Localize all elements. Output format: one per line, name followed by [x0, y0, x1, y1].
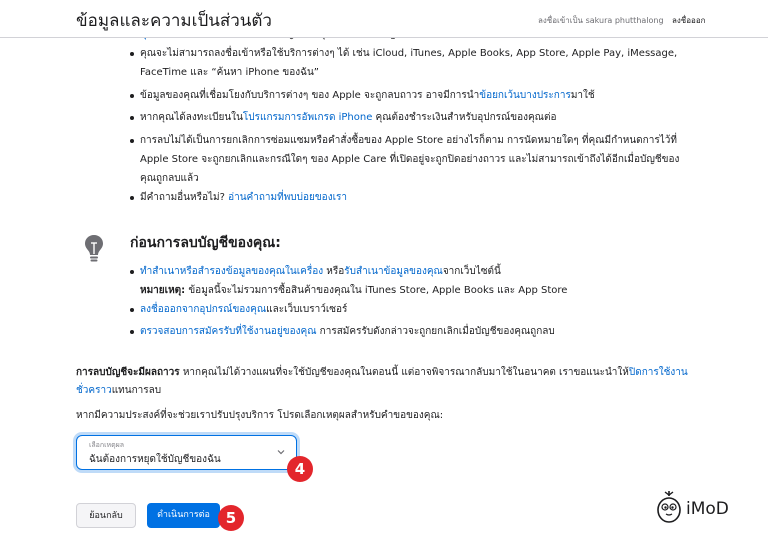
warning-item: หากคุณได้ลงทะเบียนในโปรแกรมการอัพเกรด iPhone คุณต้องชำระเงินสำหรับอุปกรณ์ของคุณต่อ — [76, 108, 716, 127]
sign-out-link[interactable]: ลงชื่อออก — [672, 16, 706, 25]
page-header — [0, 0, 768, 38]
backup-data-link[interactable]: ทำสำเนาหรือสำรองข้อมูลของคุณในเครื่อง — [140, 266, 324, 277]
warning-item: คุณจะไม่สามารถลงชื่อเข้าหรือใช้บริการต่างๆ ได้ เช่น iCloud, iTunes, Apple Books, App Store, Apple Pay, iMessage, FaceTime และ “ค้นหา iPhone ของฉัน” — [76, 44, 716, 82]
bullet-dot — [130, 330, 134, 334]
bullet-dot — [130, 52, 134, 56]
reason-select[interactable] — [76, 435, 297, 470]
warning-item: การลบไม่ได้เป็นการยกเลิกการซ่อมแซมหรือคำสั่งซื้อของ Apple Store อย่างไรก็ตาม การนัดหมายใดๆ ที่คุณมีกำหนดการไว้ที่ Apple Store จะถูกยกเลิกและกรณีใดๆ ของ Apple Care ที่เปิดอยู่จะถูกปิดอย่างถาวร และไม่สามารถเข้าถึงได้อีกเมื่อบัญชีของ คุณถูกลบแล้ว — [76, 131, 716, 188]
chevron-down-icon — [277, 448, 285, 456]
deactivate-link[interactable]: ปิดการใช้งานชั่วคราว — [76, 367, 688, 396]
bullet-dot — [130, 94, 134, 98]
check-subscriptions-link[interactable]: ตรวจสอบการสมัครรับที่ใช้งานอยู่ของคุณ — [140, 326, 317, 337]
bullet-dot — [130, 139, 134, 143]
warning-list — [76, 44, 716, 82]
step-badge-5: 5 — [218, 505, 244, 531]
bullet-dot — [130, 196, 134, 200]
warning-item: มีคำถามอื่นหรือไม่? อ่านคำถามที่พบบ่อยของเรา — [76, 188, 716, 207]
page-title: ข้อมูลและความเป็นส่วนตัว — [76, 11, 272, 31]
imod-mascot-icon — [654, 489, 684, 523]
continue-button[interactable]: ดำเนินการต่อ — [147, 503, 220, 528]
bullet-dot — [130, 270, 134, 274]
lightbulb-icon — [84, 234, 104, 264]
warning-item: ข้อมูลของคุณที่เชื่อมโยงกับบริการต่างๆ ของ Apple จะถูกลบถาวร อาจมีการนำข้อยกเว้นบางประการมาใช้ — [76, 86, 716, 105]
reason-select-label: เลือกเหตุผล — [89, 441, 125, 449]
bullet-dot — [130, 308, 134, 312]
faq-link[interactable]: อ่านคำถามที่พบบ่อยของเรา — [228, 192, 347, 203]
permanent-effect-text: การลบบัญชีจะมีผลถาวร หากคุณไม่ได้วางแผนที่จะใช้บัญชีของคุณในตอนนี้ แต่อาจพิจารณากลับมาใช้ในอนาคต เราขอแนะนำให้ปิดการใช้งานชั่วคราวแทนการลบ — [76, 367, 688, 396]
iphone-upgrade-link[interactable]: โปรแกรมการอัพเกรด iPhone — [242, 112, 373, 123]
before-delete-item: ลงชื่อออกจากอุปกรณ์ของคุณและเว็บเบราว์เซอร์ — [76, 300, 716, 319]
signed-in-label: ลงชื่อเข้าเป็น sakura phutthalong — [538, 16, 664, 25]
back-button[interactable]: ย้อนกลับ — [76, 503, 136, 528]
before-delete-item: ทำสำเนาหรือสำรองข้อมูลของคุณในเครื่อง หรือรับสำเนาข้อมูลของคุณจากเว็บไซต์นี้ หมายเหตุ: ข้อมูลนี้จะไม่รวมการซื้อสินค้าของคุณใน iTunes Store, Apple Books และ App Store — [76, 262, 716, 300]
exceptions-link[interactable]: ข้อยกเว้นบางประการ — [479, 90, 571, 101]
reason-select-value: ฉันต้องการหยุดใช้บัญชีของฉัน — [89, 454, 221, 465]
before-delete-item: ตรวจสอบการสมัครรับที่ใช้งานอยู่ของคุณ การสมัครรับดังกล่าวจะถูกยกเลิกเมื่อบัญชีของคุณถูกลบ — [76, 322, 716, 341]
before-delete-heading: ก่อนการลบบัญชีของคุณ: — [130, 235, 281, 251]
step-badge-4: 4 — [287, 456, 313, 482]
reason-prompt: หากมีความประสงค์ที่จะช่วยเราปรับปรุงบริการ โปรดเลือกเหตุผลสำหรับคำขอของคุณ: — [76, 410, 444, 421]
get-data-copy-link[interactable]: รับสำเนาข้อมูลของคุณ — [344, 266, 443, 277]
before-delete-list — [76, 262, 716, 300]
imod-logo — [654, 485, 754, 529]
sign-out-devices-link[interactable]: ลงชื่อออกจากอุปกรณ์ของคุณ — [140, 304, 267, 315]
imod-logo-text: iMoD — [686, 499, 729, 519]
bullet-dot — [130, 116, 134, 120]
